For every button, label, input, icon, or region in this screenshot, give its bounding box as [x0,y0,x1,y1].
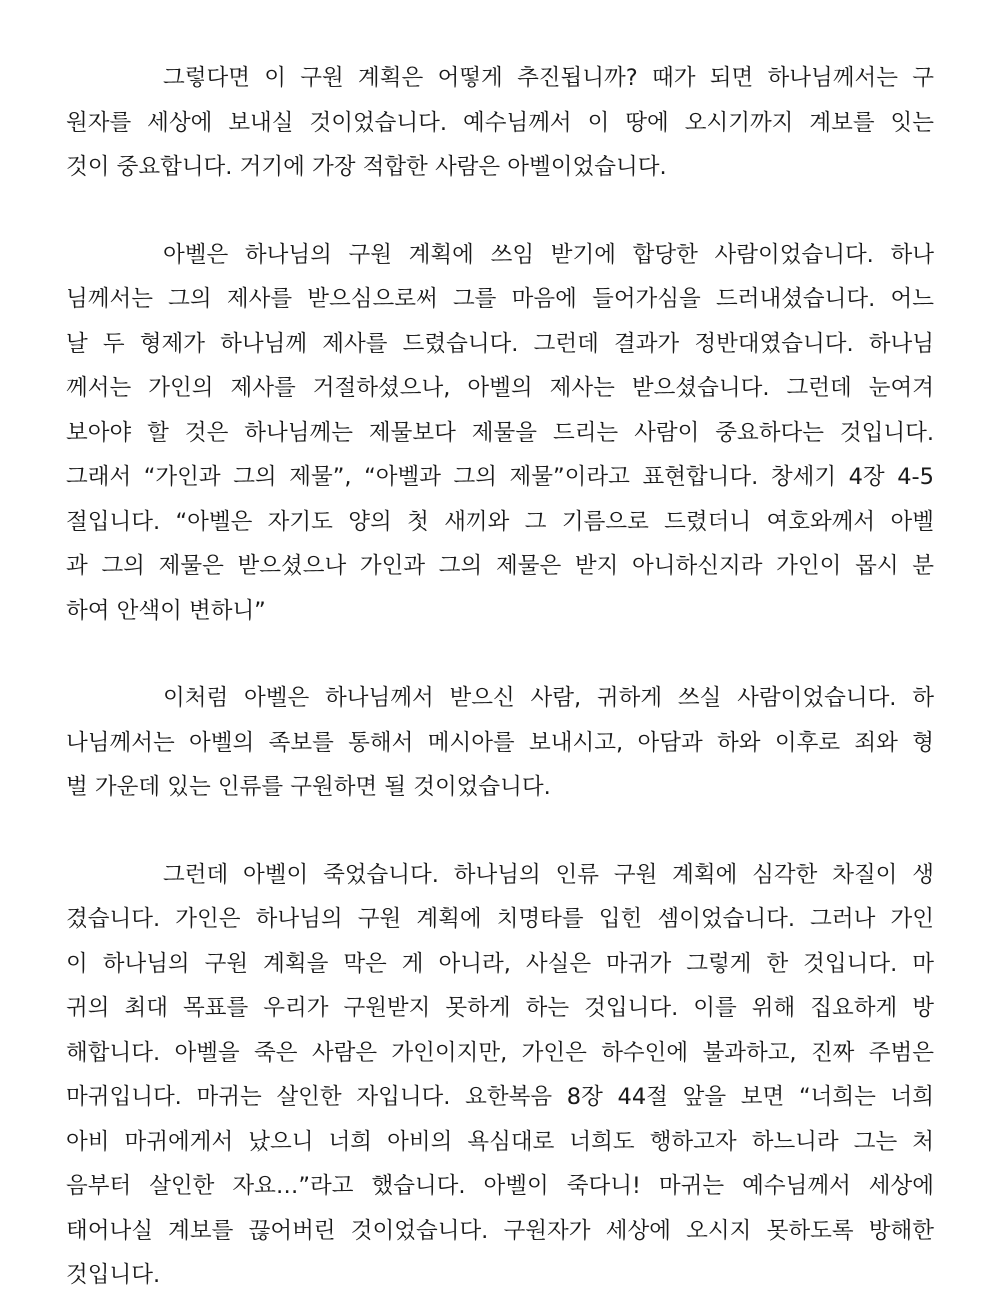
text-line: 날 두 형제가 하나님께 제사를 드렸습니다. 그런데 결과가 정반대였습니다. 하나님 [66,330,934,357]
paragraph-4 [66,853,934,1298]
text-line: 나님께서는 아벨의 족보를 통해서 메시아를 보내시고, 아담과 하와 이후로 죄와 형 [66,729,934,756]
text-line: 하여 안색이 변하니” [66,597,266,624]
text-line: 께서는 가인의 제사를 거절하셨으나, 아벨의 제사는 받으셨습니다. 그런데 눈여겨 [66,375,934,401]
text-line: 겼습니다. 가인은 하나님의 구원 계획에 치명타를 입힌 셈이었습니다. 그러나 가인 [66,906,934,932]
text-line: 음부터 살인한 자요…”라고 했습니다. 아벨이 죽다니! 마귀는 예수님께서 세상에 [66,1173,934,1199]
paragraph-1 [66,56,934,190]
paragraph-3 [66,676,934,810]
paragraph-2 [66,233,934,634]
text-line: 것이 중요합니다. 거기에 가장 적합한 사람은 아벨이었습니다. [66,154,667,180]
text-line: 그런데 아벨이 죽었습니다. 하나님의 인류 구원 계획에 심각한 차질이 생 [163,861,934,888]
text-line: 태어나실 계보를 끊어버린 것이었습니다. 구원자가 세상에 오시지 못하도록 방해한 [66,1217,934,1244]
text-line: 이 하나님의 구원 계획을 막은 게 아니라, 사실은 마귀가 그렇게 한 것입니다. 마 [66,950,934,977]
text-line: 이처럼 아벨은 하나님께서 받으신 사람, 귀하게 쓰실 사람이었습니다. 하 [163,685,934,711]
text-line: 그래서 “가인과 그의 제물”, “아벨과 그의 제물”이라고 표현합니다. 창세기 4장 4-5 [66,464,934,490]
text-line: 벌 가운데 있는 인류를 구원하면 될 것이었습니다. [66,774,551,800]
text-line: 것입니다. [66,1262,161,1288]
text-line: 과 그의 제물은 받으셨으나 가인과 그의 제물은 받지 아니하신지라 가인이 몹시 분 [66,553,934,579]
text-line: 해합니다. 아벨을 죽은 사람은 가인이지만, 가인은 하수인에 불과하고, 진짜 주범은 [66,1039,934,1066]
text-line: 귀의 최대 목표를 우리가 구원받지 못하게 하는 것입니다. 이를 위해 집요하게 방 [66,995,934,1021]
text-line: 원자를 세상에 보내실 것이었습니다. 예수님께서 이 땅에 오시기까지 계보를 잇는 [66,109,934,136]
text-line: 아벨은 하나님의 구원 계획에 쓰임 받기에 합당한 사람이었습니다. 하나 [163,241,934,268]
text-line: 님께서는 그의 제사를 받으심으로써 그를 마음에 들어가심을 드러내셨습니다. 어느 [66,286,934,312]
text-line: 그렇다면 이 구원 계획은 어떻게 추진됩니까? 때가 되면 하나님께서는 구 [163,65,934,91]
text-line: 마귀입니다. 마귀는 살인한 자입니다. 요한복음 8장 44절 앞을 보면 “너희는 너희 [66,1084,934,1110]
text-line: 절입니다. “아벨은 자기도 양의 첫 새끼와 그 기름으로 드렸더니 여호와께서 아벨 [66,508,934,535]
text-line: 아비 마귀에게서 났으니 너희 아비의 욕심대로 너희도 행하고자 하느니라 그는 처 [66,1128,934,1155]
text-line: 보아야 할 것은 하나님께는 제물보다 제물을 드리는 사람이 중요하다는 것입니다. [66,419,934,446]
